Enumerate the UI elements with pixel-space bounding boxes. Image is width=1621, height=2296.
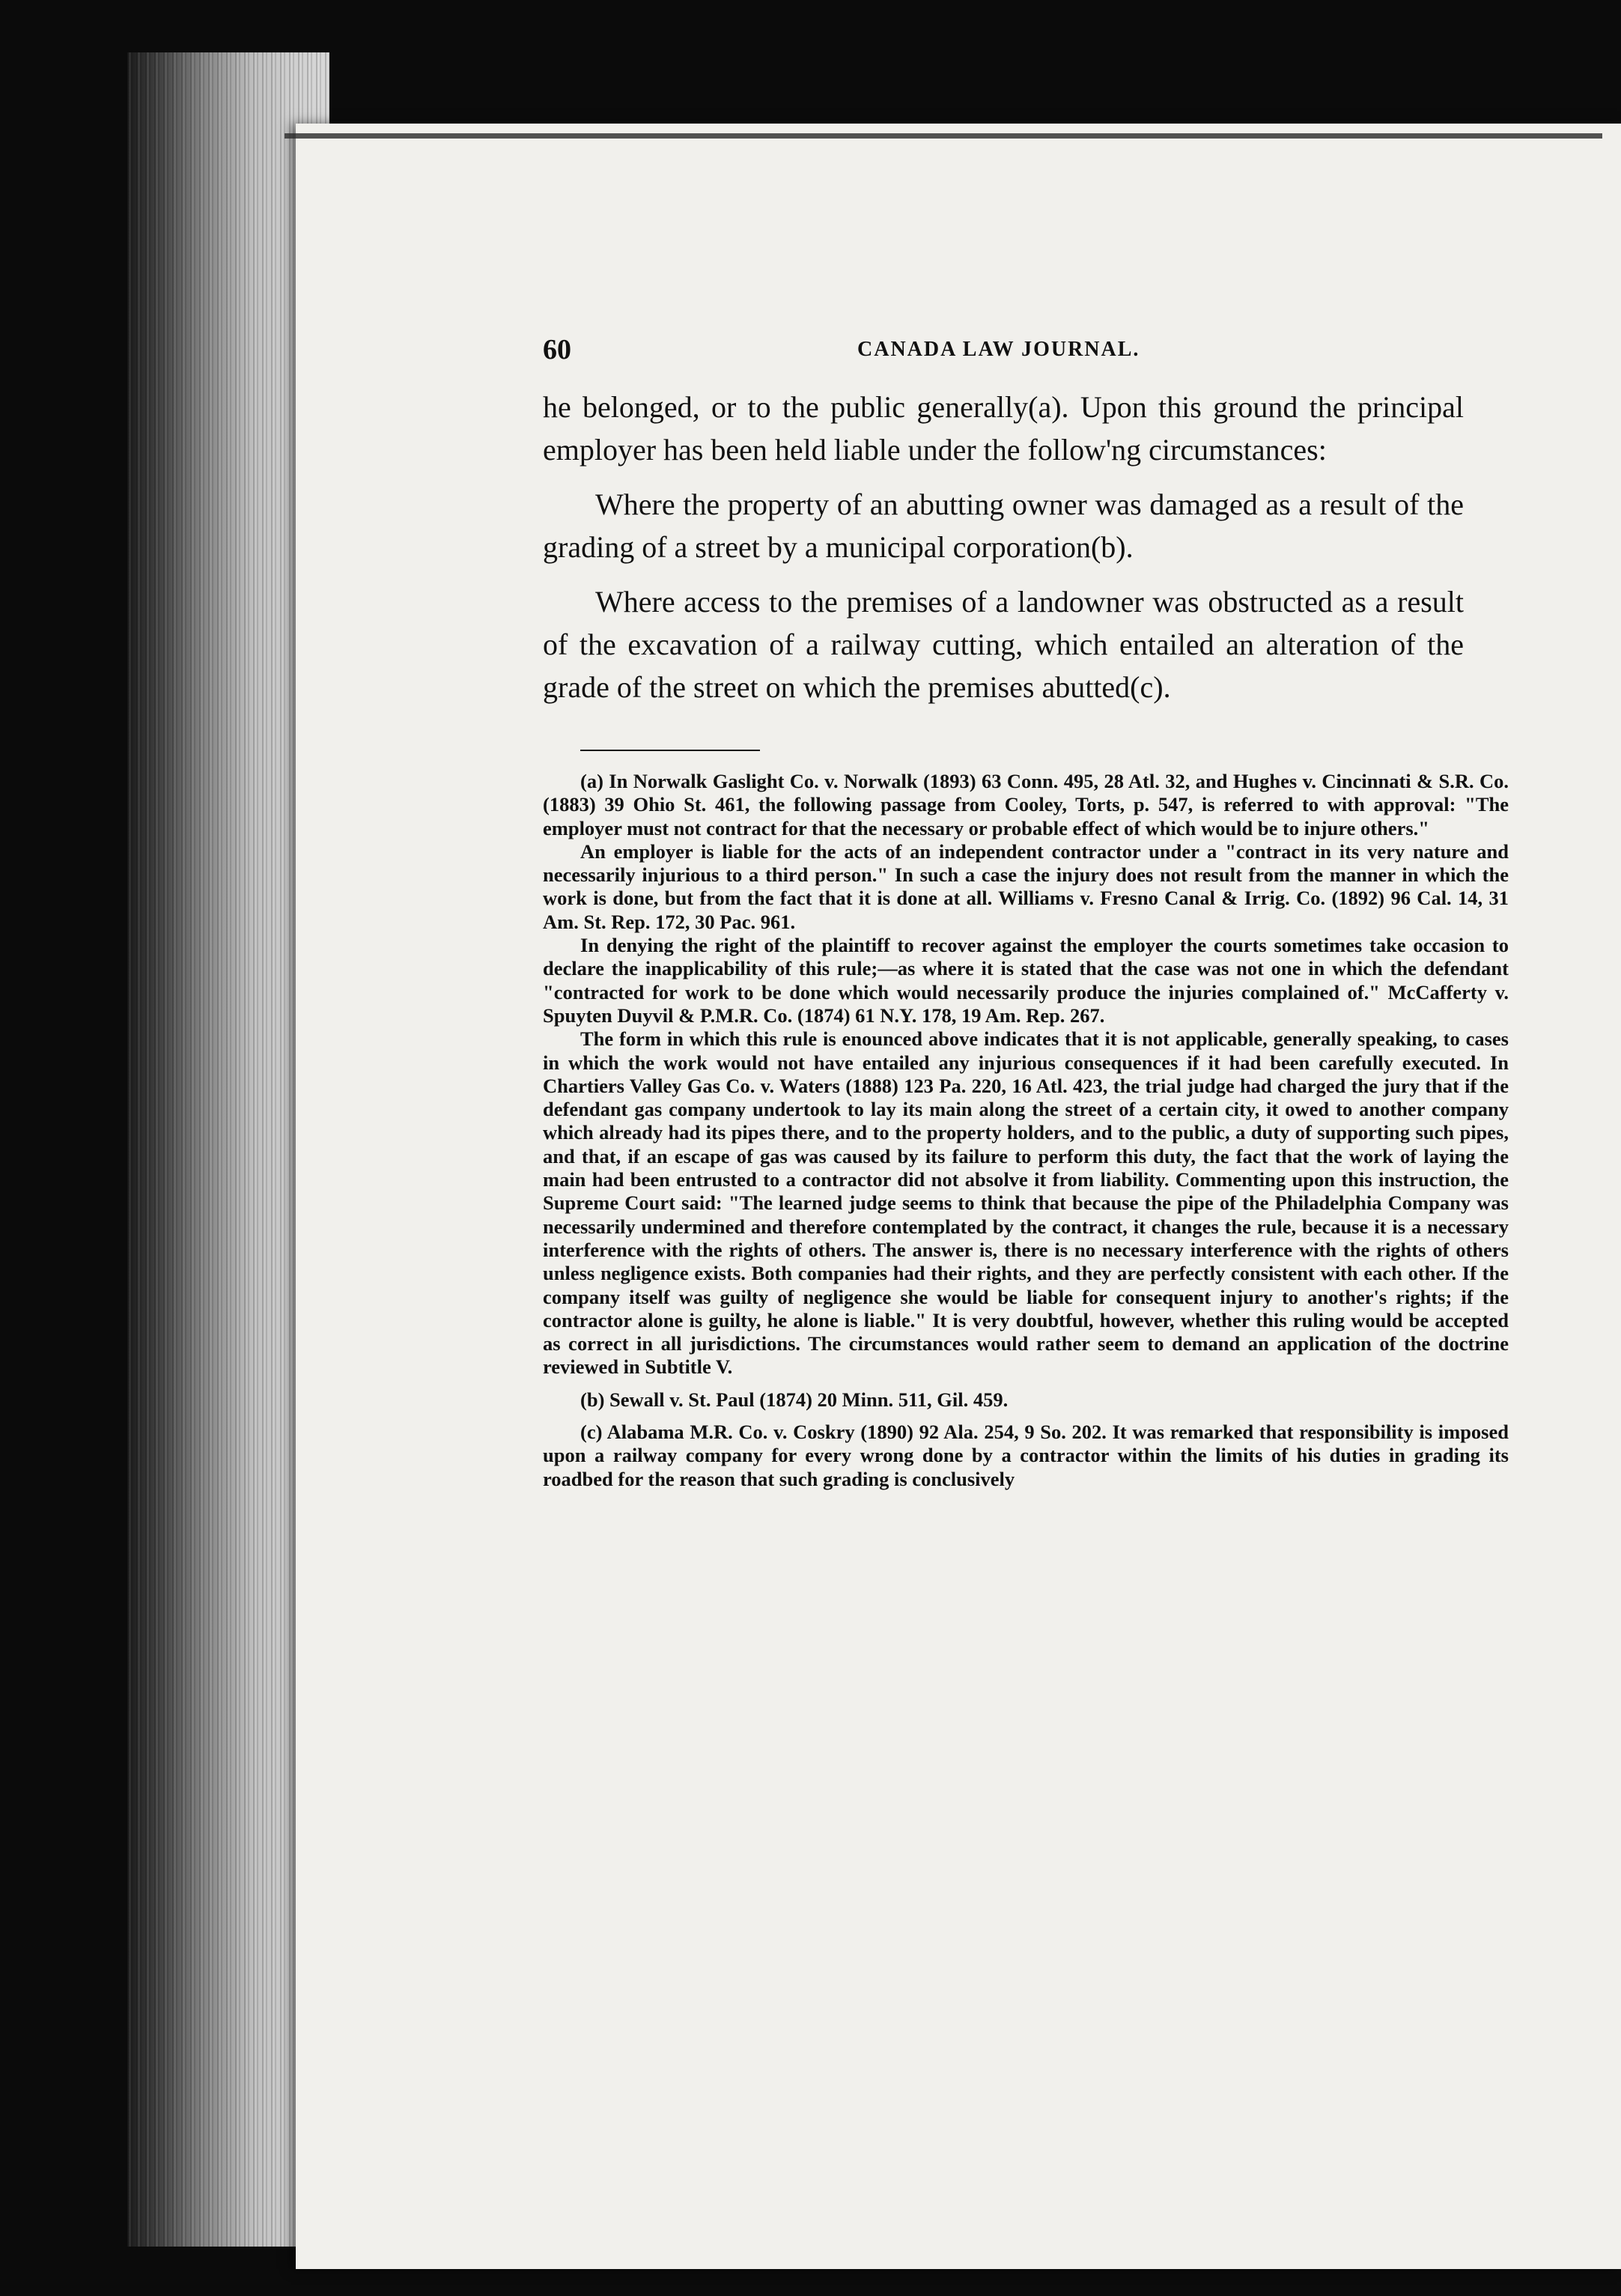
- body-paragraph: Where access to the premises of a landowner was obstructed as a result of the excavation of a railway cutting, which entailed an alteration of the grade of the street on which the premises abutted(c).: [543, 585, 1464, 704]
- footnote-b: (b) Sewall v. St. Paul (1874) 20 Minn. 511, Gil. 459.: [580, 1388, 1009, 1411]
- footnote-paragraph: An employer is liable for the acts of an independent contractor under a "contract in its very nature and necessarily injurious to a third person." In such a case the injury does not result from the manner in which the work is done, but from the fact that it is done at all. Williams v. Fresno Canal & Irrig. Co. (1892) 96 Cal. 14, 31 Am. St. Rep. 172, 30 Pac. 961.: [543, 839, 1509, 933]
- body-text: [543, 386, 1516, 708]
- running-head: [543, 333, 1464, 386]
- page-top-shadow: [285, 133, 1602, 139]
- page-number: 60: [543, 334, 571, 365]
- body-paragraph: Where the property of an abutting owner was damaged as a result of the grading of a street by a municipal corporation(b).: [543, 488, 1464, 564]
- footnote-a: (a) In Norwalk Gaslight Co. v. Norwalk (1893) 63 Conn. 495, 28 Atl. 32, and Hughes v. Cincinnati & S.R. Co. (1883) 39 Ohio St. 461, the following passage from Cooley, Torts, p. 547, is referred to with approval: "The employer must not contract for that the necessary or probable effect of which would be to injure others.": [543, 770, 1509, 839]
- footnotes: [543, 770, 1516, 1491]
- body-paragraph: he belonged, or to the public generally(a). Upon this ground the principal employer has been held liable under the follow'ng circumstances:: [543, 390, 1464, 467]
- page-content: [543, 333, 1516, 1491]
- footnote-paragraph: In denying the right of the plaintiff to recover against the employer the courts sometimes take occasion to declare the inapplicability of this rule;—as where it is stated that the case was not one in which the defendant "contracted for work to be done which would necessarily produce the injuries complained of." McCafferty v. Spuyten Duyvil & P.M.R. Co. (1874) 61 N.Y. 178, 19 Am. Rep. 267.: [543, 934, 1509, 1027]
- footnote-rule: [580, 750, 760, 751]
- footnote-paragraph: The form in which this rule is enounced above indicates that it is not applicable, generally speaking, to cases in which the work would not have entailed any injurious consequences if it had been carefully executed. In Chartiers Valley Gas Co. v. Waters (1888) 123 Pa. 220, 16 Atl. 423, the trial judge had charged the jury that if the defendant gas company undertook to lay its main along the street of a certain city, it owed to another company which already had its pipes there, and to the property holders, and to the public, a duty of supporting such pipes, and that, if an escape of gas was caused by its failure to perform this duty, the fact that the work of laying the main had been entrusted to a contractor did not absolve it from liability. Commenting upon this instruction, the Supreme Court said: "The learned judge seems to think that because the pipe of the Philadelphia Company was necessarily undermined and therefore contemplated by the contract, it changes the rule, because it is a necessary interference with the rights of others. The answer is, there is no necessary interference with the rights of others unless negligence exists. Both companies had their rights, and they are perfectly consistent with each other. If the company itself was guilty of negligence she would be liable for consequent injury to another's rights; if the contractor alone is guilty, he alone is liable." It is very doubtful, however, whether this ruling would be accepted as correct in all jurisdictions. The circumstances would rather seem to demand an application of the doctrine reviewed in Subtitle V.: [543, 1027, 1509, 1379]
- journal-title: CANADA LAW JOURNAL.: [857, 338, 1140, 361]
- book-page: [296, 124, 1621, 2269]
- footnote-c: (c) Alabama M.R. Co. v. Coskry (1890) 92 Ala. 254, 9 So. 202. It was remarked that responsibility is imposed upon a railway company for every wrong done by a contractor within the limits of his duties in grading its roadbed for the reason that such grading is conclusively: [543, 1421, 1509, 1490]
